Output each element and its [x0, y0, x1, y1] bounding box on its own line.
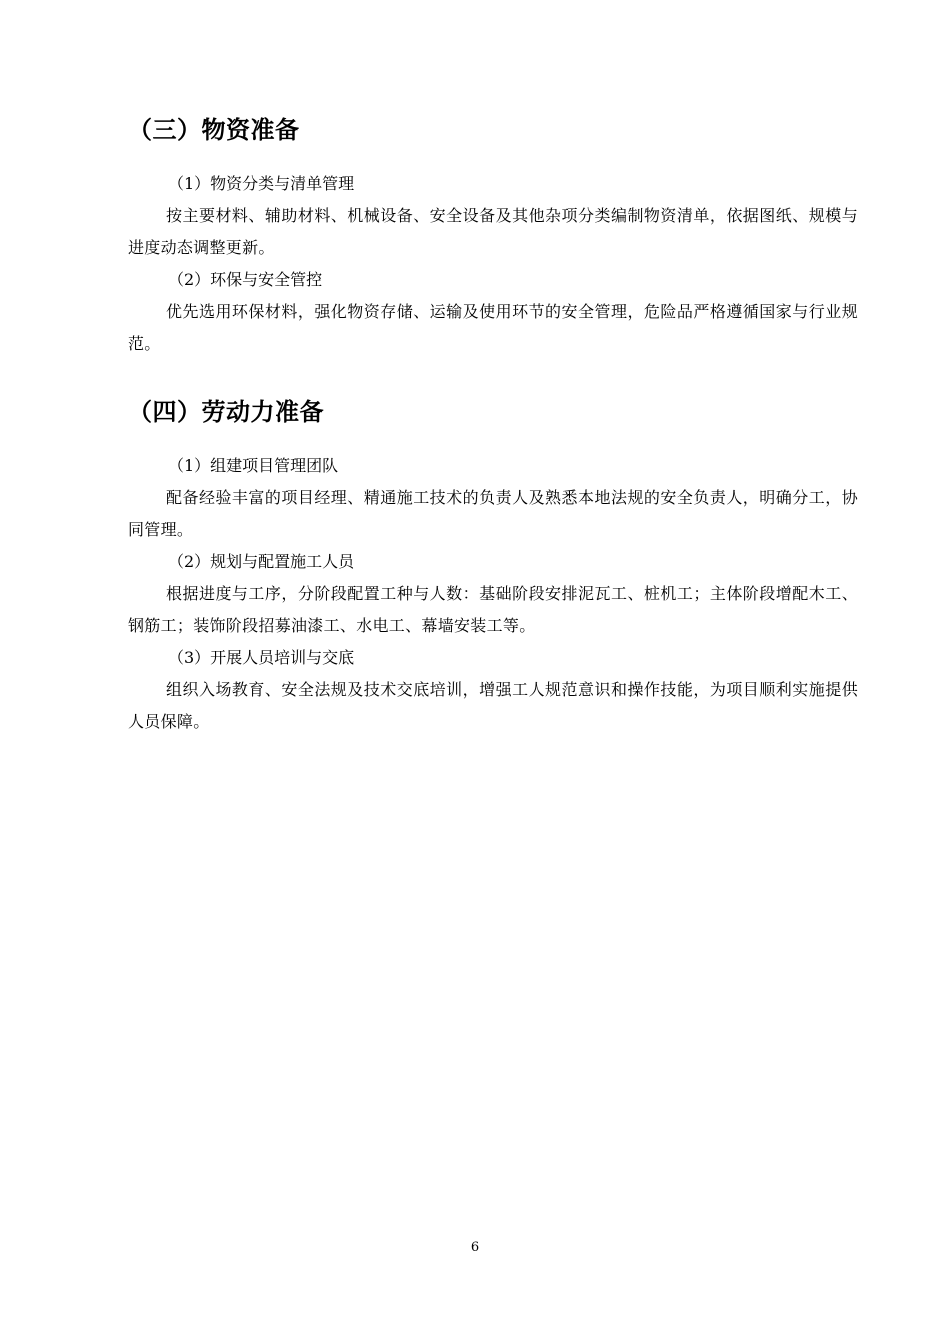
subheading: （2）环保与安全管控	[168, 270, 323, 289]
page-content	[128, 110, 858, 738]
paragraph: 配备经验丰富的项目经理、精通施工技术的负责人及熟悉本地法规的安全负责人，明确分工，协同管理。	[128, 488, 858, 539]
section-labor-preparation	[128, 392, 858, 738]
paragraph: 根据进度与工序，分阶段配置工种与人数：基础阶段安排泥瓦工、桩机工；主体阶段增配木工、钢筋工；装饰阶段招募油漆工、水电工、幕墙安装工等。	[128, 584, 858, 635]
paragraph: 优先选用环保材料，强化物资存储、运输及使用环节的安全管理，危险品严格遵循国家与行业规范。	[128, 302, 858, 353]
paragraph: 组织入场教育、安全法规及技术交底培训，增强工人规范意识和操作技能，为项目顺利实施提供人员保障。	[128, 680, 858, 731]
subheading: （1）组建项目管理团队	[168, 456, 339, 475]
section-heading: （四）劳动力准备	[128, 398, 324, 426]
section-material-preparation	[128, 110, 858, 360]
subheading: （1）物资分类与清单管理	[168, 174, 355, 193]
subheading: （3）开展人员培训与交底	[168, 648, 355, 667]
page-number: 6	[470, 1240, 480, 1255]
subheading: （2）规划与配置施工人员	[168, 552, 355, 571]
paragraph: 按主要材料、辅助材料、机械设备、安全设备及其他杂项分类编制物资清单，依据图纸、规模与进度动态调整更新。	[128, 206, 858, 257]
section-heading: （三）物资准备	[128, 116, 300, 144]
